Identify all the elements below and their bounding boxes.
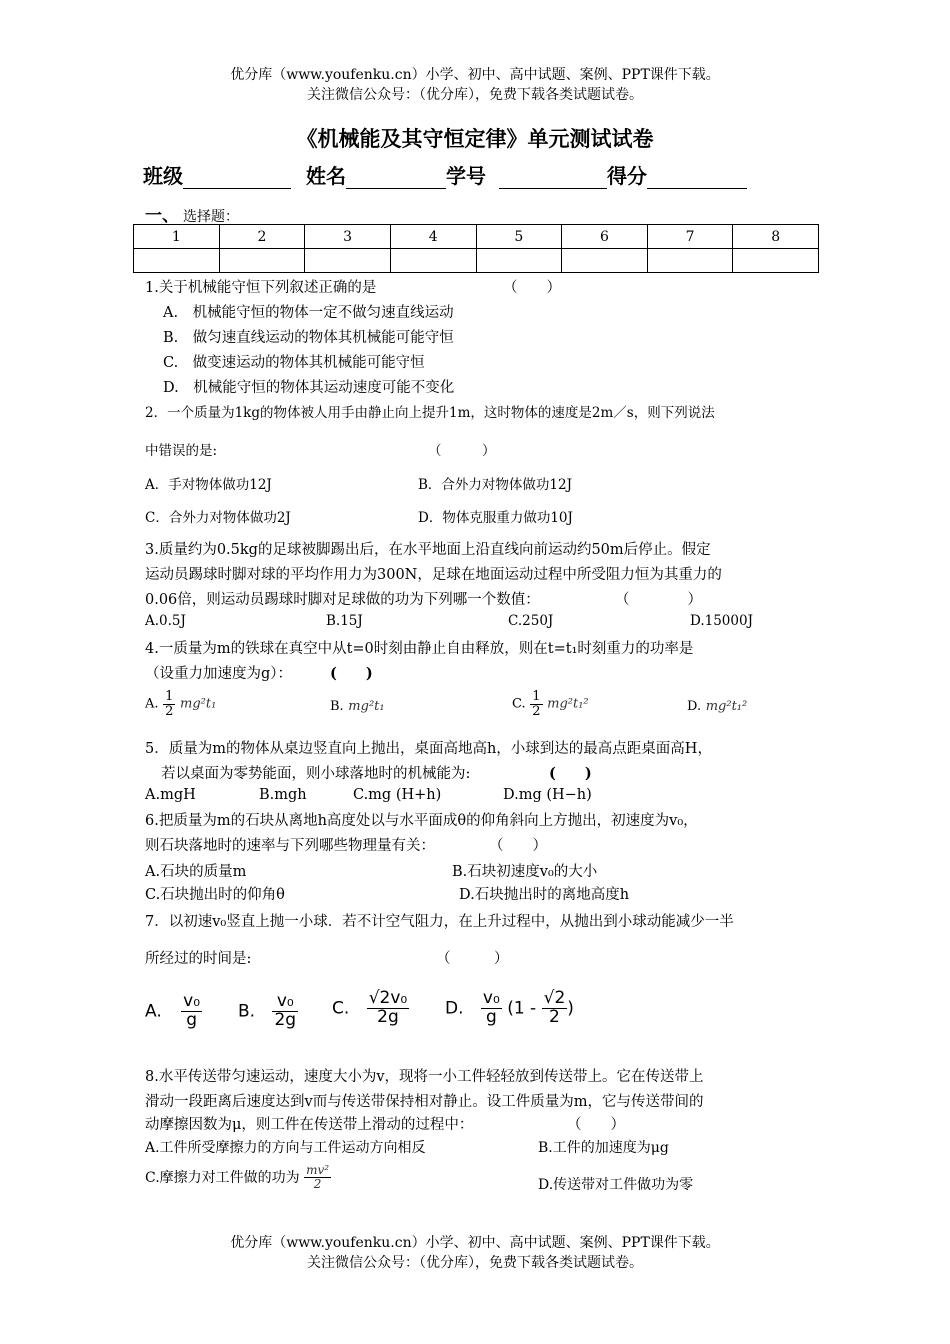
q7-option-c (332, 990, 409, 1027)
q3-line-1: 3.质量约为0.5kg的足球被脚踢出后，在水平地面上沿直线向前运动约50m后停止。假定 (145, 542, 711, 558)
q1-stem: 1.关于机械能守恒下列叙述正确的是 (145, 280, 377, 296)
q3-answer-paren: （ ） (615, 592, 702, 608)
page-title: 《机械能及其守恒定律》单元测试试卷 (296, 126, 654, 151)
answer-col-header: 6 (562, 225, 648, 249)
name-label: 姓名 (305, 164, 346, 188)
q7-option-a-label: A. (145, 1001, 162, 1022)
q7-one-minus: (1 - (507, 998, 537, 1019)
q6-option-d: D.石块抛出时的离地高度h (459, 887, 630, 903)
answer-col-header: 1 (134, 225, 220, 249)
q4-option-c (512, 690, 589, 718)
frac-denominator: 2 (532, 703, 541, 719)
section-heading (145, 201, 239, 226)
student-info-row (143, 160, 747, 189)
q6-answer-paren: （ ） (489, 838, 547, 854)
q2-option-d: D．物体克服重力做功10J (418, 510, 573, 526)
answer-cell[interactable] (562, 249, 648, 273)
q1-option-d: D. 机械能守恒的物体其运动速度可能不变化 (163, 380, 455, 396)
q5-answer-paren: ( ) (549, 765, 592, 782)
frac-denominator: 2 (549, 1006, 560, 1027)
q2-option-c: C．合外力对物体做功2J (145, 510, 291, 526)
q8-line-1: 8.水平传送带匀速运动，速度大小为v，现将一小工件轻轻放到传送带上。它在传送带上 (145, 1069, 704, 1085)
q7-line-2: 所经过的时间是: (145, 951, 252, 967)
header-line-2: 关注微信公众号：（优分库），免费下载各类试题试卷。 (307, 87, 643, 103)
q4-expr-d: mg²t₁² (705, 699, 748, 714)
section-label: 选择题： (183, 209, 239, 225)
q7-option-d-label: D. (445, 998, 464, 1019)
q1-option-a: A. 机械能守恒的物体一定不做匀速直线运动 (163, 305, 454, 321)
q3-option-c: C.250J (508, 613, 554, 629)
q5-line-1: 5．质量为m的物体从桌边竖直向上抛出，桌面高地高h，小球到达的最高点距桌面高H， (145, 741, 712, 757)
q8-work-fraction (304, 1164, 331, 1190)
frac-denominator: 2g (274, 1009, 297, 1030)
q2-answer-paren: （ ） (428, 443, 496, 459)
answer-col-header: 2 (219, 225, 305, 249)
sqrt2-symbol: √2 (368, 988, 391, 1008)
frac-denominator: 2 (313, 1176, 322, 1191)
q7-option-b-label: B. (238, 1001, 256, 1022)
number-blank (499, 168, 607, 189)
q4-line-2: （设重力加速度为g）： (145, 666, 293, 682)
q8-line-2: 滑动一段距离后速度达到v而与传送带保持相对静止。设工件质量为m，它与传送带间的 (145, 1094, 704, 1110)
q5-option-c: C.mg (H+h) (353, 787, 442, 803)
footer-line-1: 优分库（www.youfenku.cn）小学、初中、高中试题、案例、PPT课件下载。 (230, 1235, 720, 1251)
q2-stem: 2．一个质量为1kg的物体被人用手由静止向上提升1m，这时物体的速度是2m／s，则下列说法 (145, 405, 715, 421)
answer-cell[interactable] (476, 249, 562, 273)
q6-line-1: 6.把质量为m的石块从离地h高度处以与水平面成θ的仰角斜向上方抛出，初速度为v₀， (145, 813, 698, 829)
answer-cell[interactable] (390, 249, 476, 273)
frac-denominator: g (186, 1009, 197, 1030)
q4-half-fraction (530, 690, 542, 718)
q5-line-2: 若以桌面为零势能面，则小球落地时的机械能为: (161, 766, 471, 782)
q7-frac-d (481, 990, 502, 1027)
answer-col-header: 5 (476, 225, 562, 249)
q7-option-b (238, 993, 298, 1030)
q4-option-b (330, 698, 385, 714)
header-line-1: 优分库（www.youfenku.cn）小学、初中、高中试题、案例、PPT课件下载。 (230, 67, 720, 83)
answer-cell[interactable] (305, 249, 391, 273)
q6-option-c: C.石块抛出时的仰角θ (145, 887, 285, 903)
frac-numerator: √2 (543, 988, 566, 1008)
q8-option-c-text: C.摩擦力对工件做的功为 (145, 1170, 300, 1187)
q4-expr-a: mg²t₁ (180, 696, 217, 712)
q4-expr-b: mg²t₁ (348, 699, 385, 714)
q6-option-b: B.石块初速度v₀的大小 (452, 864, 598, 880)
class-label: 班级 (143, 164, 183, 188)
frac-numerator: mv² (306, 1163, 330, 1177)
q5-option-d: D.mg (H−h) (503, 787, 592, 803)
answer-col-header: 7 (647, 225, 733, 249)
section-number: 一、 (145, 206, 179, 226)
q7-option-d (445, 990, 574, 1027)
q8-option-d: D.传送带对工件做功为零 (538, 1177, 694, 1193)
q3-line-3: 0.06倍，则运动员踢球时脚对足球做的功为下列哪一个数值： (145, 592, 540, 608)
q8-option-c (145, 1164, 331, 1190)
frac-numerator: v₀ (183, 991, 201, 1011)
q4-line-1: 4.一质量为m的铁球在真空中从t=0时刻由静止自由释放，则在t=t₁时刻重力的功率是 (145, 641, 694, 657)
q5-option-a: A.mgH (145, 787, 196, 803)
answer-cell[interactable] (134, 249, 220, 273)
q7-close-paren: ) (567, 998, 574, 1019)
q5-option-b: B.mgh (259, 787, 307, 803)
q7-frac-a (181, 993, 202, 1030)
q7-sqrt-frac (542, 990, 568, 1027)
frac-numerator: v₀ (272, 993, 298, 1012)
answer-cell[interactable] (219, 249, 305, 273)
q8-option-b: B.工件的加速度为μg (538, 1140, 669, 1156)
q1-answer-paren: （ ） (503, 280, 561, 296)
answer-col-header: 4 (390, 225, 476, 249)
q4-expr-c: mg²t₁² (547, 696, 589, 712)
q1-option-b: B. 做匀速直线运动的物体其机械能可能守恒 (163, 330, 454, 346)
q1-option-c: C. 做变速运动的物体其机械能可能守恒 (163, 355, 425, 371)
q4-option-a (145, 690, 216, 718)
number-label: 学号 (445, 164, 486, 188)
frac-denominator: 2 (165, 703, 174, 719)
q7-frac-c (367, 990, 410, 1027)
q8-option-a: A.工件所受摩擦力的方向与工件运动方向相反 (145, 1140, 426, 1156)
score-label: 得分 (606, 164, 647, 188)
frac-denominator: g (485, 1006, 497, 1027)
q6-option-a: A.石块的质量m (145, 864, 247, 880)
answer-cell[interactable] (647, 249, 733, 273)
q8-line-3: 动摩擦因数为μ，则工件在传送带上滑动的过程中： (145, 1117, 474, 1133)
q7-option-c-label: C. (332, 998, 350, 1019)
q3-option-b: B.15J (326, 613, 363, 629)
q3-option-d: D.15000J (690, 613, 753, 629)
q2-option-a: A．手对物体做功12J (145, 477, 272, 493)
q4-option-a-label: A. (145, 696, 159, 712)
q6-line-2: 则石块落地时的速率与下列哪些物理量有关： (145, 838, 435, 854)
frac-numerator: 1 (532, 689, 541, 704)
q2-option-b: B．合外力对物体做功12J (418, 477, 573, 493)
q4-half-fraction (163, 690, 175, 718)
answer-col-header: 3 (305, 225, 391, 249)
q7-line-1: 7．以初速v₀竖直上抛一小球．若不计空气阻力，在上升过程中，从抛出到小球动能减少一半 (145, 914, 734, 930)
answer-table-row (134, 249, 819, 273)
q7-answer-paren: （ ） (436, 951, 509, 967)
q4-answer-paren: ( ) (330, 665, 373, 682)
score-blank (647, 168, 747, 189)
frac-denominator: 2g (377, 1006, 399, 1027)
answer-table-header (134, 225, 819, 249)
answer-cell[interactable] (733, 249, 819, 273)
q7-frac-b (272, 993, 298, 1030)
q4-option-d-label: D. (687, 699, 702, 714)
q7-option-a (145, 993, 202, 1030)
frac-numerator: 1 (165, 689, 174, 704)
q8-answer-paren: （ ） (567, 1117, 625, 1133)
q4-option-c-label: C. (512, 696, 526, 712)
q4-option-d (687, 698, 747, 714)
answer-col-header: 8 (733, 225, 819, 249)
frac-numerator: v₀ (482, 988, 500, 1008)
name-blank (346, 168, 446, 189)
q3-line-2: 运动员踢球时脚对球的平均作用力为300N，足球在地面运动过程中所受阻力恒为其重力的 (145, 567, 722, 583)
q2-stem-2: 中错误的是: (145, 443, 218, 459)
answer-table (133, 224, 819, 273)
q3-option-a: A.0.5J (145, 613, 186, 629)
v0-symbol: v₀ (390, 988, 408, 1008)
class-blank (183, 168, 291, 189)
footer-line-2: 关注微信公众号：（优分库），免费下载各类试题试卷。 (307, 1255, 643, 1271)
q4-option-b-label: B. (330, 699, 344, 714)
